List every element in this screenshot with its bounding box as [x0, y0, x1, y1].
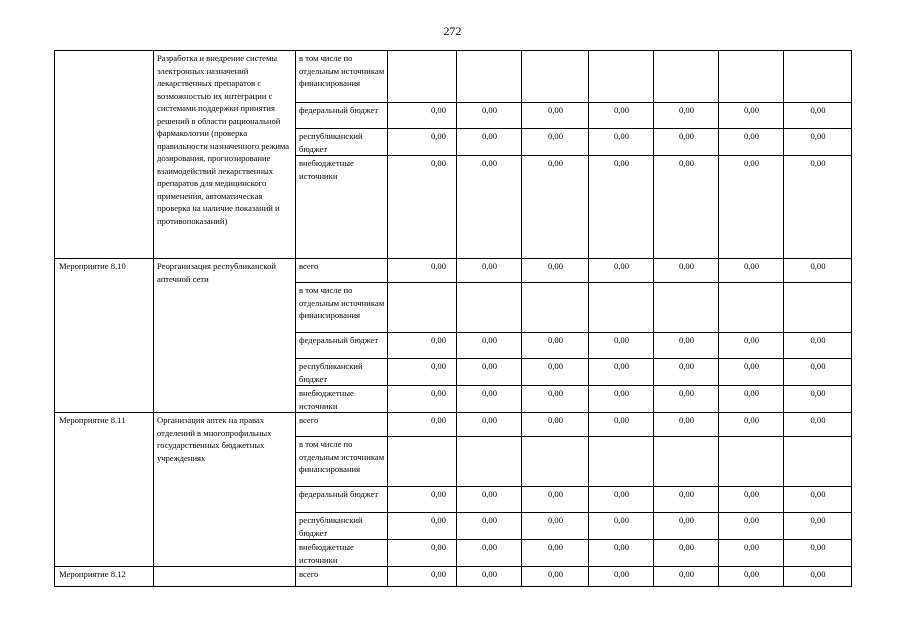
value-cell: 0,00: [457, 567, 522, 587]
value-cell: [719, 51, 784, 103]
funding-source: республиканский бюджет: [296, 513, 388, 540]
value-cell: 0,00: [654, 386, 719, 413]
value-cell: 0,00: [522, 567, 589, 587]
value-cell: 0,00: [457, 156, 522, 259]
value-cell: 0,00: [522, 386, 589, 413]
value-cell: 0,00: [388, 129, 457, 156]
value-cell: 0,00: [457, 540, 522, 567]
value-cell: 0,00: [589, 359, 654, 386]
value-cell: 0,00: [784, 386, 852, 413]
measure-code: Мероприятие 8.12: [55, 567, 154, 587]
value-cell: 0,00: [388, 333, 457, 359]
value-cell: 0,00: [522, 540, 589, 567]
value-cell: [522, 283, 589, 333]
value-cell: 0,00: [784, 103, 852, 129]
value-cell: 0,00: [388, 487, 457, 513]
value-cell: 0,00: [784, 567, 852, 587]
measure-code: Мероприятие 8.10: [55, 259, 154, 413]
value-cell: [589, 51, 654, 103]
value-cell: 0,00: [522, 259, 589, 283]
measure-name: Разработка и внедрение системы электронных назначений лекарственных препаратов с возможностью их интеграции с системами поддержки принятия решений в области рациональной фармакологии (проверка правильности назначенного режима дозирования, прогнозирование взаимодействий лекарственных препаратов для медицинского применения, автоматическая проверка на наличие показаний и противопоказаний): [154, 51, 296, 259]
funding-source: федеральный бюджет: [296, 487, 388, 513]
value-cell: 0,00: [719, 103, 784, 129]
value-cell: 0,00: [589, 413, 654, 437]
value-cell: 0,00: [784, 259, 852, 283]
table-row: [55, 567, 852, 587]
value-cell: 0,00: [522, 513, 589, 540]
value-cell: 0,00: [388, 359, 457, 386]
value-cell: 0,00: [719, 567, 784, 587]
value-cell: 0,00: [388, 103, 457, 129]
value-cell: 0,00: [388, 540, 457, 567]
value-cell: 0,00: [784, 129, 852, 156]
value-cell: 0,00: [589, 567, 654, 587]
value-cell: 0,00: [388, 413, 457, 437]
funding-source: внебюджетные источники: [296, 156, 388, 259]
value-cell: 0,00: [589, 513, 654, 540]
value-cell: 0,00: [457, 487, 522, 513]
value-cell: 0,00: [388, 259, 457, 283]
value-cell: 0,00: [522, 156, 589, 259]
value-cell: [457, 437, 522, 487]
value-cell: 0,00: [654, 567, 719, 587]
value-cell: 0,00: [719, 540, 784, 567]
funding-source: федеральный бюджет: [296, 333, 388, 359]
funding-source: внебюджетные источники: [296, 540, 388, 567]
value-cell: 0,00: [457, 413, 522, 437]
value-cell: 0,00: [719, 413, 784, 437]
value-cell: [654, 283, 719, 333]
value-cell: 0,00: [784, 540, 852, 567]
value-cell: 0,00: [589, 259, 654, 283]
value-cell: 0,00: [654, 156, 719, 259]
value-cell: 0,00: [784, 333, 852, 359]
value-cell: 0,00: [784, 156, 852, 259]
value-cell: 0,00: [654, 359, 719, 386]
value-cell: 0,00: [654, 487, 719, 513]
value-cell: 0,00: [719, 513, 784, 540]
measure-name: Организация аптек на правах отделений в многопрофильных государственных бюджетных учреждениях: [154, 413, 296, 567]
funding-source: всего: [296, 413, 388, 437]
value-cell: 0,00: [654, 413, 719, 437]
value-cell: [784, 437, 852, 487]
value-cell: 0,00: [589, 487, 654, 513]
funding-source: всего: [296, 259, 388, 283]
page-number: 272: [443, 24, 462, 38]
value-cell: [388, 283, 457, 333]
value-cell: [388, 51, 457, 103]
funding-source: в том числе по отдельным источникам финансирования: [296, 437, 388, 487]
table-row: [55, 413, 852, 437]
value-cell: 0,00: [719, 333, 784, 359]
value-cell: 0,00: [522, 333, 589, 359]
value-cell: [457, 51, 522, 103]
value-cell: 0,00: [654, 333, 719, 359]
funding-source: всего: [296, 567, 388, 587]
measure-name: [154, 567, 296, 587]
value-cell: 0,00: [589, 386, 654, 413]
value-cell: 0,00: [719, 386, 784, 413]
value-cell: [589, 283, 654, 333]
value-cell: 0,00: [457, 386, 522, 413]
value-cell: [719, 437, 784, 487]
value-cell: 0,00: [457, 129, 522, 156]
value-cell: 0,00: [784, 359, 852, 386]
value-cell: 0,00: [589, 540, 654, 567]
funding-source: внебюджетные источники: [296, 386, 388, 413]
value-cell: [522, 51, 589, 103]
value-cell: 0,00: [719, 129, 784, 156]
value-cell: 0,00: [589, 333, 654, 359]
value-cell: 0,00: [457, 513, 522, 540]
value-cell: 0,00: [457, 359, 522, 386]
value-cell: 0,00: [589, 156, 654, 259]
value-cell: 0,00: [522, 487, 589, 513]
value-cell: 0,00: [719, 156, 784, 259]
measure-code: [55, 51, 154, 259]
value-cell: 0,00: [654, 129, 719, 156]
funding-source: республиканский бюджет: [296, 359, 388, 386]
value-cell: 0,00: [654, 540, 719, 567]
value-cell: [457, 283, 522, 333]
value-cell: 0,00: [589, 129, 654, 156]
funding-source: федеральный бюджет: [296, 103, 388, 129]
value-cell: [654, 51, 719, 103]
value-cell: 0,00: [388, 513, 457, 540]
funding-source: в том числе по отдельным источникам финансирования: [296, 51, 388, 103]
value-cell: 0,00: [457, 103, 522, 129]
funding-table: [54, 50, 852, 587]
value-cell: 0,00: [457, 333, 522, 359]
value-cell: 0,00: [719, 359, 784, 386]
value-cell: 0,00: [654, 259, 719, 283]
value-cell: 0,00: [589, 103, 654, 129]
value-cell: 0,00: [522, 413, 589, 437]
value-cell: 0,00: [457, 259, 522, 283]
value-cell: 0,00: [522, 129, 589, 156]
value-cell: 0,00: [388, 567, 457, 587]
value-cell: 0,00: [654, 103, 719, 129]
value-cell: 0,00: [388, 156, 457, 259]
value-cell: [589, 437, 654, 487]
funding-source: в том числе по отдельным источникам финансирования: [296, 283, 388, 333]
table-row: [55, 51, 852, 103]
value-cell: 0,00: [654, 513, 719, 540]
value-cell: [388, 437, 457, 487]
value-cell: [784, 283, 852, 333]
funding-source: республиканский бюджет: [296, 129, 388, 156]
measure-name: Реорганизация республиканской аптечной сети: [154, 259, 296, 413]
table-row: [55, 259, 852, 283]
measure-code: Мероприятие 8.11: [55, 413, 154, 567]
value-cell: [522, 437, 589, 487]
value-cell: 0,00: [522, 103, 589, 129]
value-cell: [719, 283, 784, 333]
value-cell: 0,00: [388, 386, 457, 413]
value-cell: [784, 51, 852, 103]
value-cell: 0,00: [719, 259, 784, 283]
value-cell: 0,00: [784, 513, 852, 540]
value-cell: 0,00: [522, 359, 589, 386]
value-cell: [654, 437, 719, 487]
value-cell: 0,00: [719, 487, 784, 513]
value-cell: 0,00: [784, 487, 852, 513]
value-cell: 0,00: [784, 413, 852, 437]
